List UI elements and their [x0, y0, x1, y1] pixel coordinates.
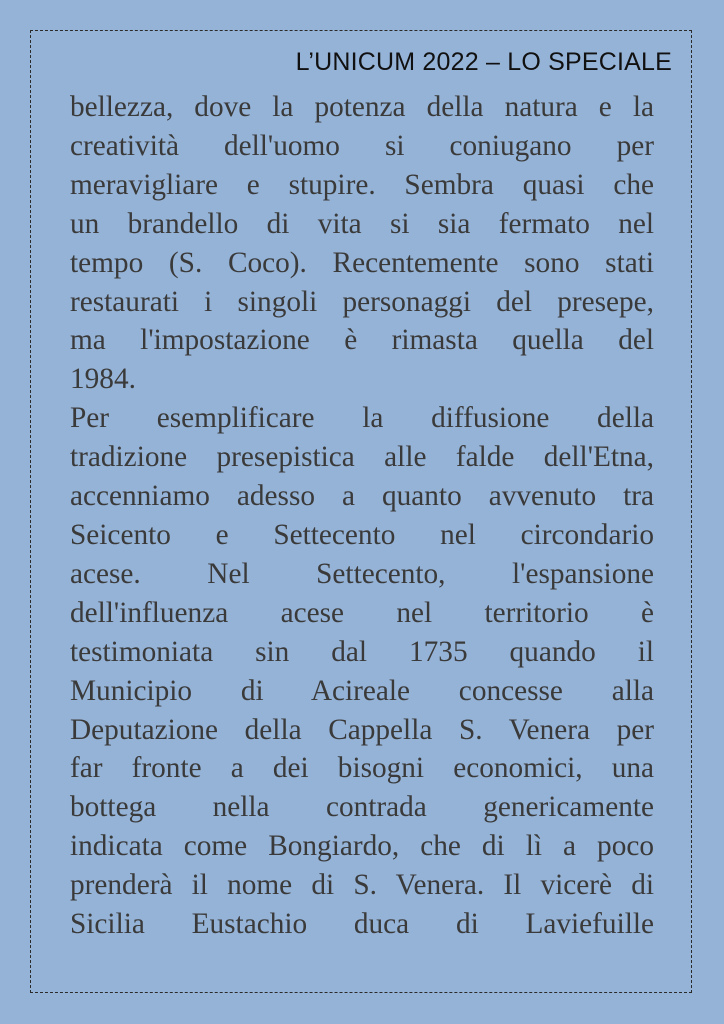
- text-line: bottega nella contrada genericamente: [70, 791, 654, 824]
- text-line: Deputazione della Cappella S. Venera per: [70, 713, 654, 746]
- text-line: dell'influenza acese nel territorio è: [70, 596, 654, 629]
- text-line: Sicilia Eustachio duca di Laviefuille: [70, 908, 654, 941]
- text-line: Municipio di Acireale concesse alla: [70, 674, 654, 707]
- text-line: ma l'impostazione è rimasta quella del: [70, 324, 654, 357]
- page-header: L’UNICUM 2022 – LO SPECIALE: [295, 48, 672, 76]
- text-line: acese. Nel Settecento, l'espansione: [70, 557, 654, 590]
- text-line: accenniamo adesso a quanto avvenuto tra: [70, 480, 654, 513]
- text-line: un brandello di vita si sia fermato nel: [70, 207, 654, 240]
- text-line: Seicento e Settecento nel circondario: [70, 518, 654, 551]
- text-line: far fronte a dei bisogni economici, una: [70, 752, 654, 785]
- paragraph: [70, 88, 654, 399]
- text-line: 1984.: [70, 363, 136, 396]
- text-line: meravigliare e stupire. Sembra quasi che: [70, 168, 654, 201]
- text-line: bellezza, dove la potenza della natura e la: [70, 91, 654, 123]
- paragraph: [70, 399, 654, 944]
- text-line: tradizione presepistica alle falde dell'Etna,: [70, 441, 654, 474]
- text-line: creatività dell'uomo si coniugano per: [70, 129, 654, 162]
- text-line: indicata come Bongiardo, che di lì a poco: [70, 830, 654, 863]
- text-line: tempo (S. Coco). Recentemente sono stati: [70, 246, 654, 279]
- text-line: testimoniata sin dal 1735 quando il: [70, 635, 654, 668]
- article-body: [70, 88, 654, 944]
- text-line: prenderà il nome di S. Venera. Il vicerè di: [70, 869, 654, 902]
- text-line: restaurati i singoli personaggi del presepe,: [70, 285, 654, 318]
- text-line: Per esemplificare la diffusione della: [70, 402, 654, 435]
